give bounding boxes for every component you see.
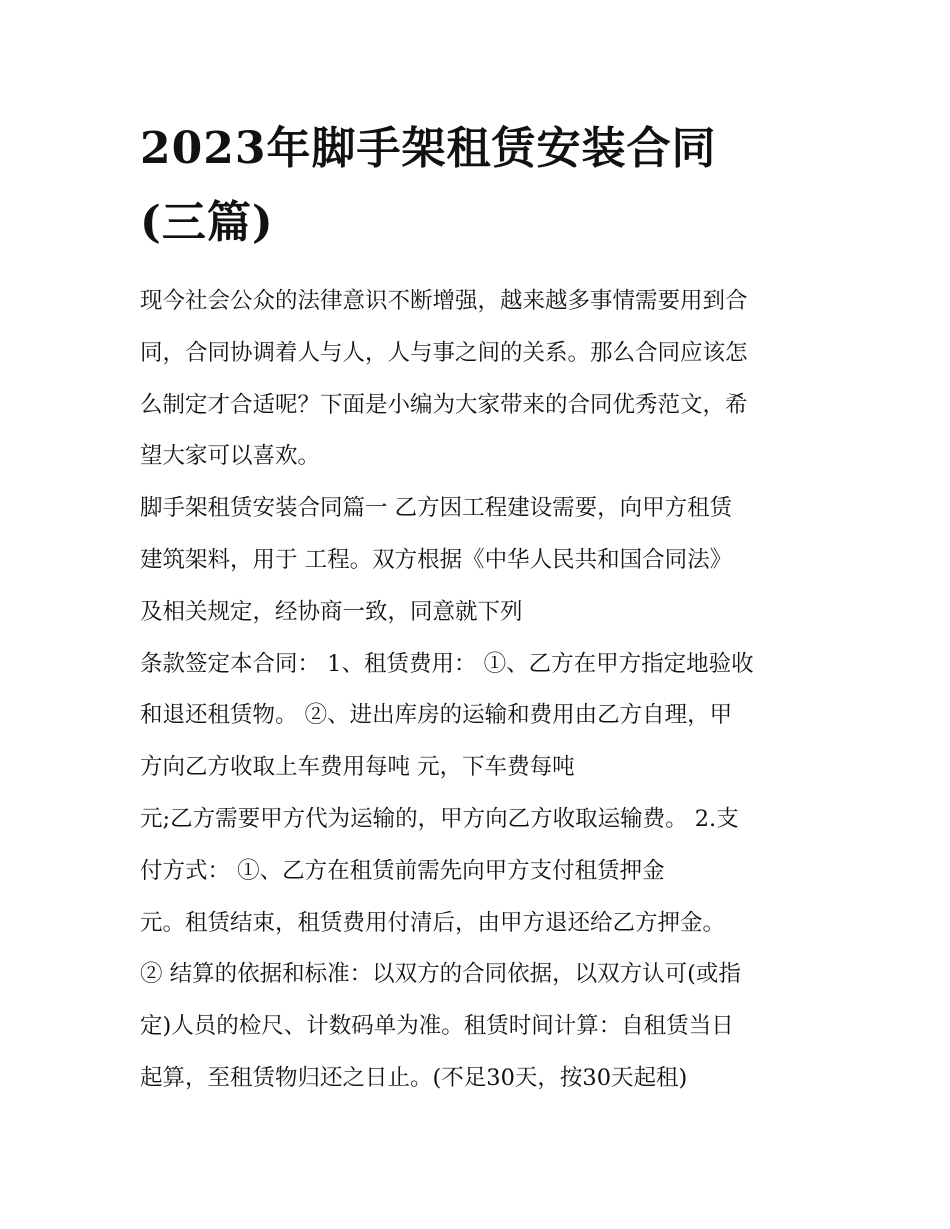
body-line: 元;乙方需要甲方代为运输的，甲方向乙方收取运输费。 2.支 bbox=[140, 805, 739, 832]
body-line: 条款签定本合同： 1、租赁费用： ①、乙方在甲方指定地验收 bbox=[140, 650, 754, 677]
body-line: 同，合同协调着人与人，人与事之间的关系。那么合同应该怎 bbox=[140, 339, 748, 366]
body-line: ② 结算的依据和标准：以双方的合同依据，以双方认可(或指 bbox=[140, 961, 741, 988]
document-title bbox=[140, 112, 840, 260]
document-body bbox=[140, 280, 830, 1109]
body-line: 元。租赁结束，租赁费用付清后，由甲方退还给乙方押金。 bbox=[140, 909, 726, 936]
body-line: 建筑架料，用于 工程。双方根据《中华人民共和国合同法》 bbox=[140, 546, 733, 573]
body-line: 付方式： ①、乙方在租赁前需先向甲方支付租赁押金 bbox=[140, 857, 665, 884]
body-line: 脚手架租赁安装合同篇一 乙方因工程建设需要，向甲方租赁 bbox=[140, 495, 733, 522]
body-line: 现今社会公众的法律意识不断增强，越来越多事情需要用到合 bbox=[140, 288, 748, 314]
body-line: 起算，至租赁物归还之日止。(不足30天，按30天起租) bbox=[140, 1064, 688, 1091]
title-line-2: (三篇) bbox=[140, 197, 274, 248]
body-line: 及相关规定，经协商一致，同意就下列 bbox=[140, 598, 523, 625]
body-line: 方向乙方收取上车费用每吨 元，下车费每吨 bbox=[140, 754, 575, 781]
title-line-1: 2023年脚手架租赁安装合同 bbox=[140, 123, 717, 174]
body-line: 和退还租赁物。 ②、进出库房的运输和费用由乙方自理，甲 bbox=[140, 702, 733, 729]
body-line: 望大家可以喜欢。 bbox=[140, 443, 321, 470]
body-line: 么制定才合适呢？下面是小编为大家带来的合同优秀范文，希 bbox=[140, 391, 748, 418]
body-line: 定)人员的检尺、计数码单为准。租赁时间计算：自租赁当日 bbox=[140, 1013, 734, 1040]
